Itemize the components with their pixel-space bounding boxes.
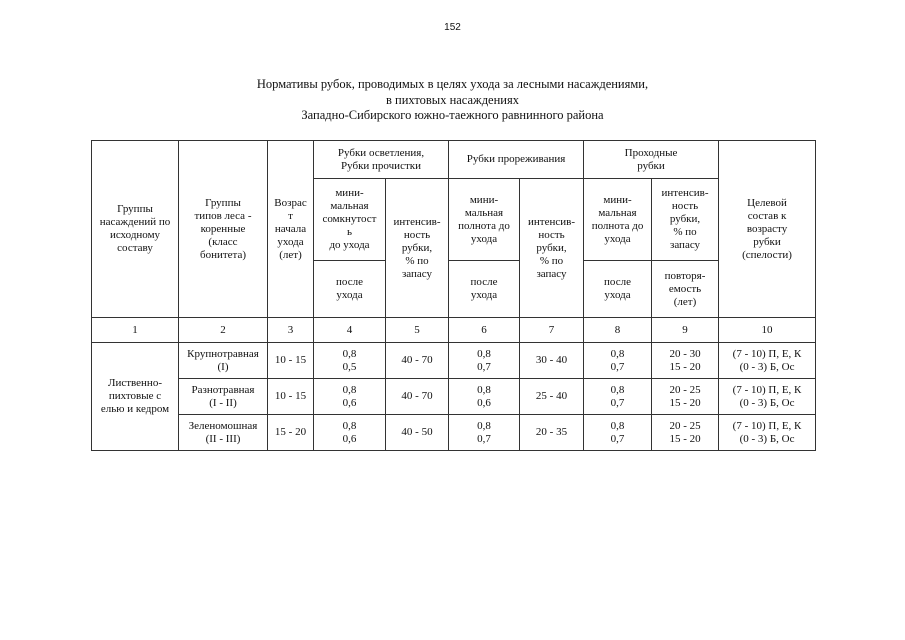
header-stand-groups: Группы насаждений по исходному составу	[92, 141, 179, 318]
thinning-intensity-cell: 20 - 35	[520, 415, 584, 451]
header-start-age: Возрас т начала ухода (лет)	[268, 141, 314, 318]
passing-intensity-cell: 20 - 25 15 - 20	[652, 415, 719, 451]
clearing-density-cell: 0,8 0,6	[314, 379, 386, 415]
thinning-intensity-cell: 25 - 40	[520, 379, 584, 415]
column-number: 3	[268, 318, 314, 343]
header-group-clearing: Рубки осветления, Рубки прочистки	[314, 141, 449, 179]
title-line-3: Западно-Сибирского южно-таежного равнинного района	[301, 108, 604, 122]
table-row	[92, 415, 816, 451]
clearing-density-cell: 0,8 0,6	[314, 415, 386, 451]
column-number-row	[92, 318, 816, 343]
title-line-2: в пихтовых насаждениях	[386, 92, 519, 107]
header-group-passing: Проходные рубки	[584, 141, 719, 179]
header-target-composition: Целевой состав к возрасту рубки (спелости)	[719, 141, 816, 318]
header-clearing-after: после ухода	[314, 261, 386, 318]
start-age-cell: 10 - 15	[268, 343, 314, 379]
header-passing-intensity: интенсив- ность рубки, % по запасу	[652, 179, 719, 261]
header-clearing-min-density: мини- мальная сомкнутост ь до ухода	[314, 179, 386, 261]
header-passing-after: после ухода	[584, 261, 652, 318]
target-composition-cell: (7 - 10) П, Е, К (0 - 3) Б, Ос	[719, 415, 816, 451]
clearing-intensity-cell: 40 - 70	[386, 379, 449, 415]
thinning-density-cell: 0,8 0,6	[449, 379, 520, 415]
column-number: 4	[314, 318, 386, 343]
clearing-intensity-cell: 40 - 70	[386, 343, 449, 379]
header-thinning-min-density: мини- мальная полнота до ухода	[449, 179, 520, 261]
thinning-intensity-cell: 30 - 40	[520, 343, 584, 379]
target-composition-cell: (7 - 10) П, Е, К (0 - 3) Б, Ос	[719, 379, 816, 415]
passing-density-cell: 0,8 0,7	[584, 415, 652, 451]
clearing-intensity-cell: 40 - 50	[386, 415, 449, 451]
target-composition-cell: (7 - 10) П, Е, К (0 - 3) Б, Ос	[719, 343, 816, 379]
column-number: 6	[449, 318, 520, 343]
header-row-groups	[92, 141, 816, 179]
passing-intensity-cell: 20 - 30 15 - 20	[652, 343, 719, 379]
page-number: 152	[444, 22, 461, 33]
column-number: 8	[584, 318, 652, 343]
header-passing-repeat: повторя- емость (лет)	[652, 261, 719, 318]
forest-type-cell: Разнотравная (I - II)	[179, 379, 268, 415]
table-row	[92, 379, 816, 415]
column-number: 9	[652, 318, 719, 343]
header-thinning-intensity: интенсив- ность рубки, % по запасу	[520, 179, 584, 318]
header-passing-min-density: мини- мальная полнота до ухода	[584, 179, 652, 261]
column-number: 5	[386, 318, 449, 343]
header-group-thinning: Рубки прореживания	[449, 141, 584, 179]
column-number: 2	[179, 318, 268, 343]
passing-intensity-cell: 20 - 25 15 - 20	[652, 379, 719, 415]
column-number: 7	[520, 318, 584, 343]
document-title	[0, 77, 905, 124]
header-clearing-intensity: интенсив- ность рубки, % по запасу	[386, 179, 449, 318]
header-thinning-after: после ухода	[449, 261, 520, 318]
stand-group-cell: Лиственно- пихтовые с елью и кедром	[92, 343, 179, 451]
forest-type-cell: Крупнотравная (I)	[179, 343, 268, 379]
forest-type-cell: Зеленомошная (II - III)	[179, 415, 268, 451]
clearing-density-cell: 0,8 0,5	[314, 343, 386, 379]
thinning-density-cell: 0,8 0,7	[449, 343, 520, 379]
column-number: 10	[719, 318, 816, 343]
table-row	[92, 343, 816, 379]
start-age-cell: 10 - 15	[268, 379, 314, 415]
passing-density-cell: 0,8 0,7	[584, 343, 652, 379]
header-forest-types: Группы типов леса - коренные (класс бонитета)	[179, 141, 268, 318]
title-line-1: Нормативы рубок, проводимых в целях ухода за лесными насаждениями,	[256, 77, 649, 91]
column-number: 1	[92, 318, 179, 343]
start-age-cell: 15 - 20	[268, 415, 314, 451]
passing-density-cell: 0,8 0,7	[584, 379, 652, 415]
thinning-density-cell: 0,8 0,7	[449, 415, 520, 451]
norms-table	[91, 140, 816, 451]
